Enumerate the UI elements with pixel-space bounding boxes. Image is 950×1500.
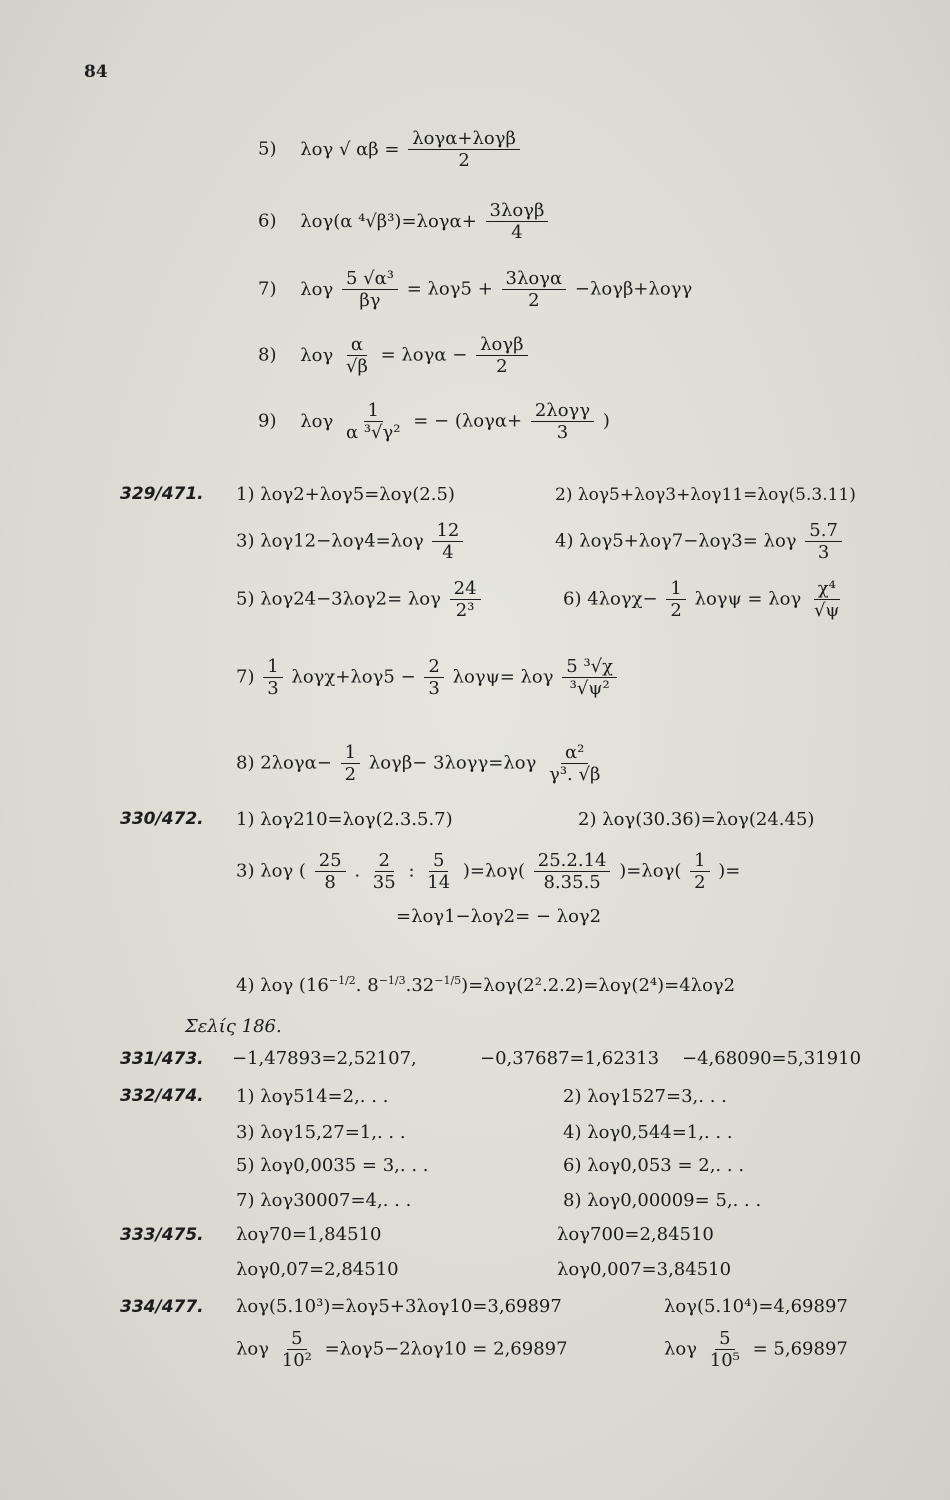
numerator: 25.2.14 xyxy=(534,850,611,872)
formula-text: 5) λογ24−3λογ2= λογ xyxy=(236,588,441,610)
formula-text: 4) λογ5+λογ7−λογ3= λογ xyxy=(555,530,797,552)
formula-text: )=λογ( xyxy=(462,860,526,882)
formula-text: λογ xyxy=(236,1338,270,1360)
denominator: 14 xyxy=(427,872,451,893)
fraction xyxy=(502,268,567,311)
formula-6 xyxy=(258,200,551,243)
section-heading: Σελίς 186. xyxy=(185,1016,282,1037)
denominator: 3 xyxy=(428,678,440,699)
formula-9 xyxy=(258,400,610,443)
exercise-label: 334/477. xyxy=(120,1297,204,1317)
exercise-label: 330/472. xyxy=(120,809,204,829)
fraction xyxy=(450,578,481,621)
result-332-5: 5) λογ0,0035 = 3,. . . xyxy=(236,1155,429,1176)
fraction xyxy=(278,1328,316,1371)
formula-329-5 xyxy=(236,578,484,621)
fraction xyxy=(706,1328,744,1371)
denominator: α ³√γ² xyxy=(345,422,401,443)
fraction xyxy=(342,268,398,311)
formula-text: 3) λογ12−λογ4=λογ xyxy=(236,530,424,552)
formula-rhs: ) xyxy=(602,410,610,432)
exponent: −1/3 xyxy=(378,974,406,987)
exercise-label: 332/474. xyxy=(120,1086,204,1106)
result-333-a: λογ70=1,84510 xyxy=(236,1224,382,1245)
operator: . xyxy=(354,860,361,882)
result-334-e xyxy=(664,1328,848,1371)
numerator: 1 xyxy=(341,742,360,764)
formula-text: λογψ = λογ xyxy=(694,588,802,610)
numerator: 3λογβ xyxy=(486,200,549,222)
fraction xyxy=(562,656,617,699)
denominator: 4 xyxy=(511,222,523,243)
formula-lhs: λογ √ αβ = xyxy=(300,138,400,160)
numerator: α xyxy=(347,334,367,356)
numerator: 5 √α³ xyxy=(342,268,398,290)
denominator: 2 xyxy=(344,764,357,785)
formula-329-3 xyxy=(236,520,466,563)
exercise-label: 333/475. xyxy=(120,1225,204,1245)
formula-text: λογψ= λογ xyxy=(452,666,554,688)
formula-text: 6) 4λογχ− xyxy=(563,588,658,610)
result-332-4: 4) λογ0,544=1,. . . xyxy=(563,1122,733,1143)
numerator: 5.7 xyxy=(805,520,842,542)
fraction xyxy=(315,850,346,893)
denominator: 3 xyxy=(556,422,569,443)
result-333-d: λογ0,007=3,84510 xyxy=(557,1259,732,1280)
denominator: 2 xyxy=(694,872,706,893)
formula-text: λογχ+λογ5 − xyxy=(291,666,416,688)
result-333-c: λογ0,07=2,84510 xyxy=(236,1259,399,1280)
formula-text: λογ xyxy=(664,1338,698,1360)
item-number: 6) xyxy=(258,210,277,232)
numerator: 12 xyxy=(432,520,463,542)
formula-rhs: = − (λογα+ xyxy=(413,410,523,432)
fraction xyxy=(432,520,463,563)
denominator: √ψ xyxy=(813,600,840,621)
numerator: 2λογγ xyxy=(531,400,594,422)
denominator: 2³ xyxy=(455,600,475,621)
formula-rhs: = λογα − xyxy=(380,344,468,366)
result-331-c: −4,68090=5,31910 xyxy=(682,1048,862,1069)
result-331-a: −1,47893=2,52107, xyxy=(232,1048,417,1069)
denominator: 3 xyxy=(817,542,830,563)
denominator: 2 xyxy=(496,356,508,377)
denominator: 8 xyxy=(324,872,336,893)
fraction xyxy=(341,742,360,785)
denominator: √β xyxy=(345,356,368,377)
formula-text: 4) λογ (16 xyxy=(236,975,329,996)
formula-lhs: λογ xyxy=(300,410,334,432)
exponent: −1/2 xyxy=(328,974,356,987)
formula-330-1: 1) λογ210=λογ(2.3.5.7) xyxy=(236,809,453,830)
result-333-b: λογ700=2,84510 xyxy=(557,1224,714,1245)
exercise-label: 331/473. xyxy=(120,1049,204,1069)
numerator: λογβ xyxy=(476,334,527,356)
fraction xyxy=(805,520,842,563)
fraction xyxy=(666,578,685,621)
result-332-6: 6) λογ0,053 = 2,. . . xyxy=(563,1155,745,1176)
formula-text: )= xyxy=(718,860,741,882)
numerator: 1 xyxy=(364,400,383,422)
numerator: χ⁴ xyxy=(814,578,840,600)
formula-text: . 8 xyxy=(355,975,379,996)
formula-330-4 xyxy=(236,970,735,997)
formula-329-4 xyxy=(555,520,845,563)
fraction xyxy=(423,850,454,893)
formula-8 xyxy=(258,334,531,377)
page-number: 84 xyxy=(84,62,108,82)
numerator: λογα+λογβ xyxy=(408,128,520,150)
item-number: 5) xyxy=(258,138,277,160)
formula-lhs: λογ xyxy=(300,344,334,366)
numerator: 2 xyxy=(375,850,394,872)
formula-text: )=λογ( xyxy=(619,860,682,882)
result-334-c xyxy=(236,1328,568,1371)
numerator: 1 xyxy=(690,850,709,872)
exponent: −1/5 xyxy=(434,974,462,987)
result-332-8: 8) λογ0,00009= 5,. . . xyxy=(563,1190,762,1211)
fraction xyxy=(369,850,400,893)
formula-rhs: −λογβ+λογγ xyxy=(574,278,693,300)
denominator: 10⁵ xyxy=(709,1350,740,1371)
numerator: 2 xyxy=(424,656,443,678)
formula-lhs: λογ(α ⁴√β³)=λογα+ xyxy=(300,210,477,232)
denominator: γ³. √β xyxy=(549,764,601,785)
result-331-b: −0,37687=1,62313 xyxy=(480,1048,660,1069)
formula-330-3 xyxy=(236,850,740,893)
formula-7 xyxy=(258,268,692,311)
numerator: 1 xyxy=(666,578,685,600)
denominator: βγ xyxy=(359,290,381,311)
fraction xyxy=(476,334,527,377)
formula-text: =λογ5−2λογ10 = 2,69897 xyxy=(324,1338,568,1360)
formula-330-2: 2) λογ(30.36)=λογ(24.45) xyxy=(578,809,815,830)
formula-329-8 xyxy=(236,742,607,785)
numerator: 25 xyxy=(315,850,346,872)
denominator: 4 xyxy=(442,542,454,563)
formula-text: = 5,69897 xyxy=(752,1338,848,1360)
numerator: 5 xyxy=(715,1328,734,1350)
result-334-b: λογ(5.10⁴)=4,69897 xyxy=(664,1296,848,1317)
formula-5 xyxy=(258,128,523,171)
item-number: 9) xyxy=(258,410,277,432)
formula-text: 7) xyxy=(236,666,255,688)
numerator: 3λογα xyxy=(502,268,567,290)
denominator: 2 xyxy=(670,600,682,621)
fraction xyxy=(342,334,372,377)
formula-text: )=λογ(2².2.2)=λογ(2⁴)=4λογ2 xyxy=(461,975,736,996)
denominator: 2 xyxy=(528,290,540,311)
fraction xyxy=(408,128,520,171)
formula-329-2: 2) λογ5+λογ3+λογ11=λογ(5.3.11) xyxy=(555,485,856,505)
numerator: 1 xyxy=(263,656,282,678)
formula-text: λογβ− 3λογγ=λογ xyxy=(368,752,537,774)
result-334-a: λογ(5.10³)=λογ5+3λογ10=3,69897 xyxy=(236,1296,562,1317)
denominator: 3 xyxy=(267,678,279,699)
formula-329-7 xyxy=(236,656,620,699)
numerator: 5 ³√χ xyxy=(562,656,617,678)
result-332-2: 2) λογ1527=3,. . . xyxy=(563,1086,727,1107)
denominator: ³√ψ² xyxy=(569,678,610,699)
exercise-label: 329/471. xyxy=(120,484,204,504)
item-number: 8) xyxy=(258,344,277,366)
denominator: 35 xyxy=(372,872,396,893)
numerator: 5 xyxy=(287,1328,306,1350)
numerator: α² xyxy=(561,742,588,764)
result-332-3: 3) λογ15,27=1,. . . xyxy=(236,1122,406,1143)
operator: : xyxy=(408,860,415,882)
denominator: 8.35.5 xyxy=(543,872,601,893)
fraction xyxy=(810,578,844,621)
fraction xyxy=(342,400,405,443)
formula-text: 3) λογ ( xyxy=(236,860,306,882)
fraction xyxy=(263,656,282,699)
formula-lhs: λογ xyxy=(300,278,334,300)
item-number: 7) xyxy=(258,278,277,300)
result-332-7: 7) λογ30007=4,. . . xyxy=(236,1190,412,1211)
formula-330-3-cont: =λογ1−λογ2= − λογ2 xyxy=(396,906,602,927)
fraction xyxy=(534,850,611,893)
fraction xyxy=(545,742,604,785)
fraction xyxy=(690,850,709,893)
formula-329-6 xyxy=(563,578,847,621)
fraction xyxy=(531,400,594,443)
formula-text: 8) 2λογα− xyxy=(236,752,332,774)
formula-text: .32 xyxy=(405,975,435,996)
fraction xyxy=(486,200,549,243)
formula-329-1: 1) λογ2+λογ5=λογ(2.5) xyxy=(236,484,455,505)
denominator: 2 xyxy=(458,150,470,171)
formula-rhs: = λογ5 + xyxy=(406,278,493,300)
numerator: 24 xyxy=(450,578,481,600)
denominator: 10² xyxy=(281,1350,312,1371)
result-332-1: 1) λογ514=2,. . . xyxy=(236,1086,389,1107)
fraction xyxy=(424,656,443,699)
numerator: 5 xyxy=(429,850,448,872)
